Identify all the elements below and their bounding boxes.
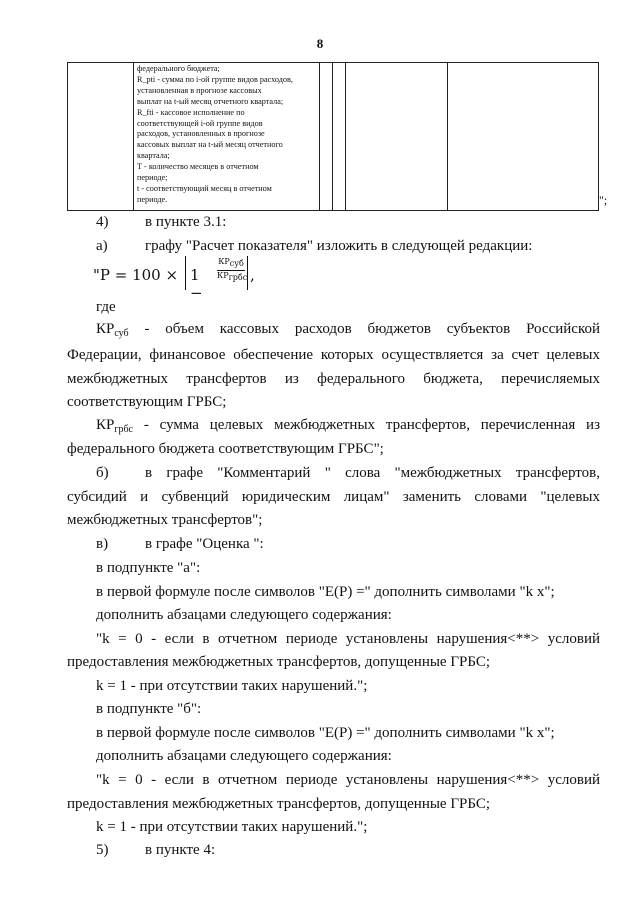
subitem-a-formula-text: в первой формуле после символов "Е(Р) =" дополнить символами "k x"; — [96, 584, 555, 600]
table-divider — [133, 63, 134, 210]
table-line: квартала; — [137, 151, 170, 161]
table-line: R_pti - сумма по i-ой группе видов расходов, — [137, 74, 293, 84]
subitem-a-k0-line-1: "k = 0 - если в отчетном периоде установлены нарушения<**> условий — [96, 631, 600, 647]
item-4-text: в пункте 3.1: — [145, 214, 227, 230]
table-line: периоде. — [137, 194, 168, 204]
formula-abs-left — [185, 256, 186, 290]
table-line: выплат на t-ый месяц отчетного квартала; — [137, 96, 284, 106]
item-4-number: 4) — [96, 214, 109, 230]
subitem-b-k1: k = 1 - при отсутствии таких нарушений."; — [96, 819, 368, 835]
subitem-b-k0-line-1: "k = 0 - если в отчетном периоде установлены нарушения<**> условий — [96, 772, 600, 788]
kr-sub-line-2: Федерации, финансовое обеспечение которых осуществляется за счет целевых — [67, 347, 600, 363]
table-border-left — [67, 63, 68, 210]
kr-grbs-line-1: $КР_{грбс}$ - сумма целевых межбюджетных трансфертов, перечисленная из — [96, 417, 600, 435]
subitem-b-formula-text: в первой формуле после символов "Е(Р) =" дополнить символами "k x"; — [96, 725, 555, 741]
formula-prefix: "P = 100 × — [93, 266, 179, 284]
table-line: t - соответствующий месяц в отчетном — [137, 183, 272, 193]
item-v-number: в) — [96, 536, 109, 552]
table-border-right — [598, 63, 599, 210]
formula-comma: , — [250, 266, 255, 284]
subitem-b-k0-line-2: предоставления межбюджетных трансфертов, допущенные ГРБС; — [67, 796, 491, 812]
kr-sub-symbol: $КР_{суб}$ — [96, 321, 129, 339]
table-line: расходов, установленных в прогнозе — [137, 129, 265, 139]
table-line: установленная в прогнозе кассовых — [137, 85, 262, 95]
table-divider — [319, 63, 320, 210]
item-b-number: б) — [96, 465, 109, 481]
formula-abs-right — [247, 256, 248, 290]
kr-sub-line-1: $КР_{суб}$ - объем кассовых расходов бюджетов субъектов Российской — [96, 321, 601, 339]
kr-sub-line-3: межбюджетных трансфертов из федерального бюджета, перечисляемых — [67, 371, 600, 387]
formula-numerator: КРсуб — [217, 257, 245, 271]
subitem-a-k0-line-2: предоставления межбюджетных трансфертов, допущенные ГРБС; — [67, 654, 491, 670]
table-divider — [332, 63, 333, 210]
table-line: соответствующей i-ой группе видов — [137, 118, 263, 128]
where-label: где — [96, 299, 116, 315]
subitem-b-heading: в подпункте "б": — [96, 701, 202, 717]
kr-grbs-line-2: федерального бюджета соответствующим ГРБС"; — [67, 441, 384, 457]
item-v-text: в графе "Оценка ": — [145, 536, 264, 552]
item-a-text: графу "Расчет показателя" изложить в следующей редакции: — [145, 238, 533, 254]
table-divider — [447, 63, 448, 210]
table-fragment — [67, 62, 599, 211]
item-b-line-1: в графе "Комментарий " слова "межбюджетных трансфертов, — [145, 465, 600, 481]
subitem-a-add-text: дополнить абзацами следующего содержания: — [96, 607, 392, 623]
subitem-b-add-text: дополнить абзацами следующего содержания: — [96, 748, 392, 764]
formula-denominator: КРгрбс — [217, 271, 248, 282]
table-divider — [345, 63, 346, 210]
kr-sub-line-4: соответствующим ГРБС; — [67, 394, 227, 410]
page-number: 8 — [316, 36, 324, 51]
table-line: Т - количество месяцев в отчетном — [137, 162, 259, 172]
item-b-line-2: субсидий и субвенций юридическим лицам" заменить словами "целевых — [67, 489, 600, 505]
item-5-number: 5) — [96, 842, 109, 858]
table-line: периоде; — [137, 173, 168, 183]
table-line: федерального бюджета; — [137, 64, 220, 73]
item-a-number: а) — [96, 238, 108, 254]
subitem-a-heading: в подпункте "а": — [96, 560, 201, 576]
table-line: R_fti - кассовое исполнение по — [137, 107, 245, 117]
item-b-line-3: межбюджетных трансфертов"; — [67, 512, 263, 528]
formula-fraction — [217, 257, 248, 283]
subitem-a-k1: k = 1 - при отсутствии таких нарушений."; — [96, 678, 368, 694]
kr-grbs-symbol: $КР_{грбс}$ — [96, 417, 133, 435]
table-line: кассовых выплат на t-ый месяц отчетного — [137, 140, 283, 150]
table-closing-quote: "; — [599, 193, 608, 207]
table-cell-text — [137, 64, 317, 206]
item-5-text: в пункте 4: — [145, 842, 216, 858]
formula-one-minus: 1 − — [190, 266, 203, 302]
